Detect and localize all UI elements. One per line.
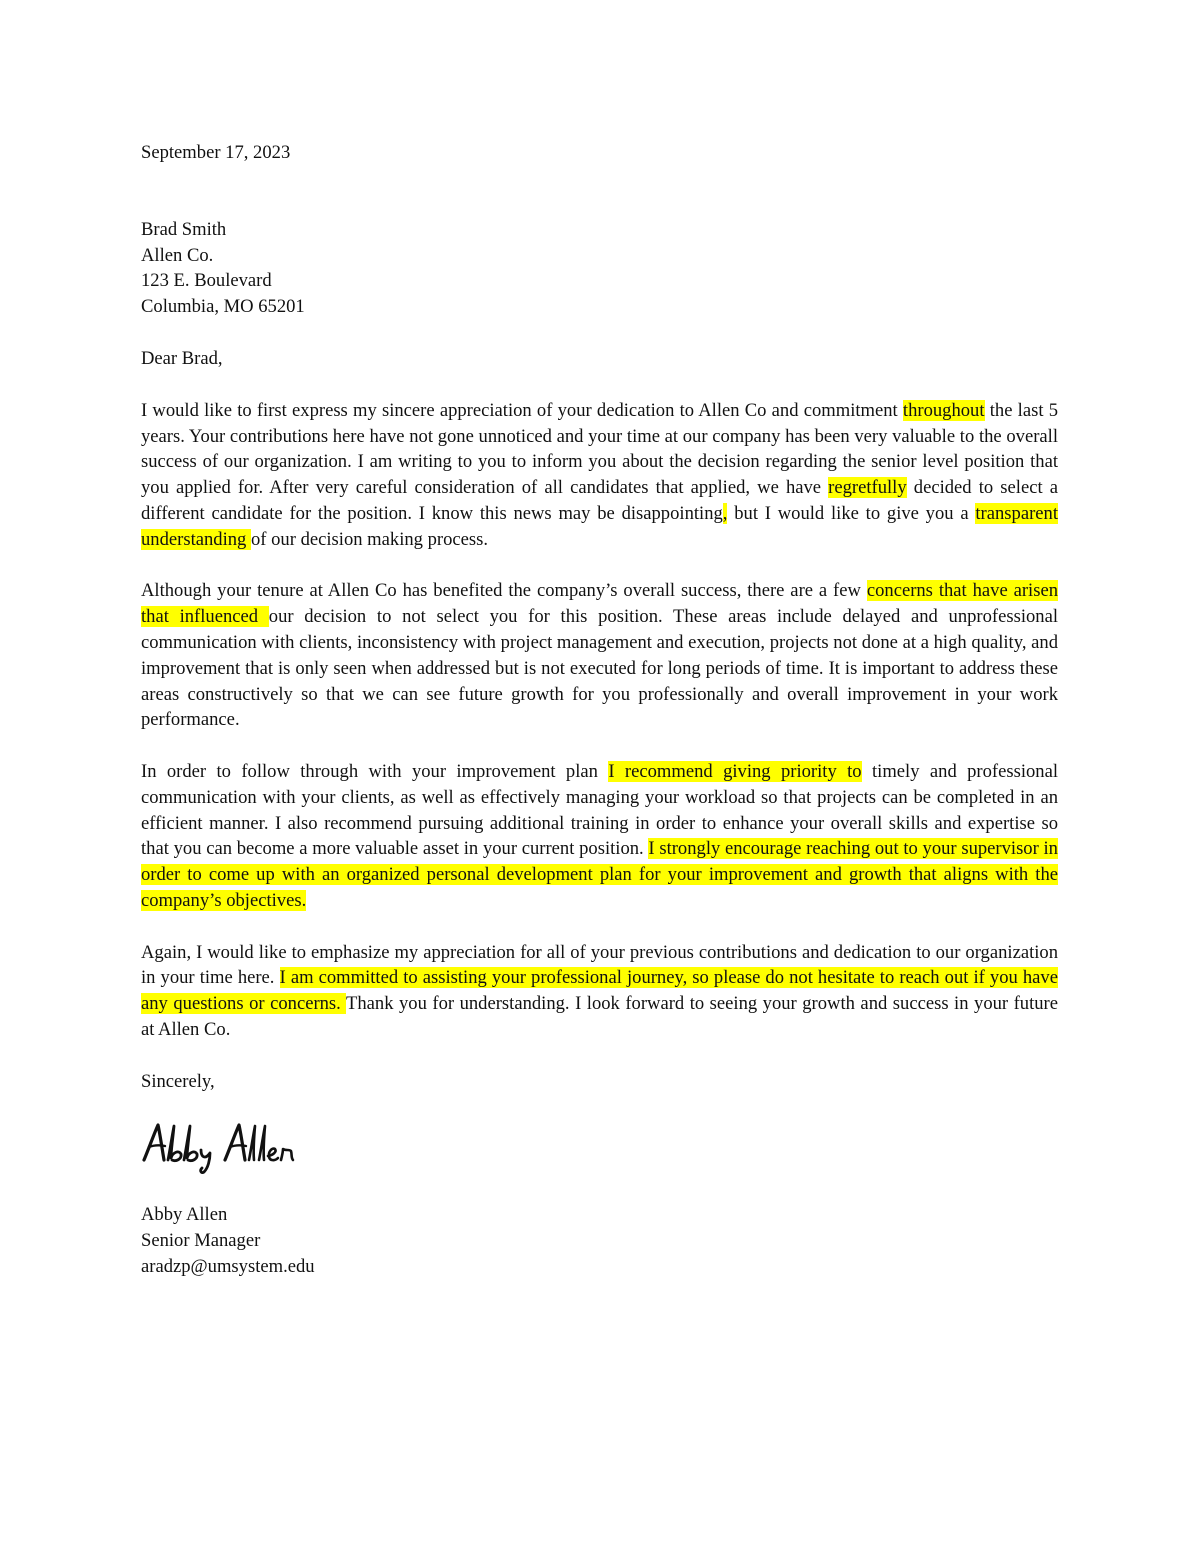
p4-text-2: Thank you for understanding. I look forward to seeing your growth and success in your future at Allen Co. [141, 993, 1059, 1040]
p1-highlight-2: regretfully [828, 477, 907, 499]
p2-text-2: our decision to not select you for this position. These areas include delayed and unprofessional communication with clients, inconsistency with project management and execution, projects not done at a high quality, and improvement that is only seen when addressed but is not executed for long periods of time. It is important to address these areas constructively so that we can see future growth for you professionally and overall improvement in your work performance. [141, 606, 1058, 731]
recipient-name: Brad Smith [141, 218, 227, 240]
p3-text-2: timely and professional communication with your clients, as well as effectively managing your workload so that projects can be completed in an efficient manner. I also recommend pursuing additional training in order to enhance your overall skills and expertise so that you can become a more valuable asset in your current position. [141, 760, 1059, 860]
p1-highlight-1: throughout [902, 399, 985, 421]
p3-highlight-2: I strongly encourage reaching out to your supervisor in order to come up with an organized personal development plan for your improvement and growth that aligns with the company’s objectives. [141, 838, 1058, 911]
p1-highlight-3: , [722, 502, 728, 524]
paragraph-1 [141, 398, 1058, 553]
p1-text-5: of our decision making process. [251, 528, 489, 550]
p2-highlight-1: concerns that have arisen that influenced [141, 580, 1058, 628]
p3-text-1: In order to follow through with your improvement plan [141, 760, 609, 782]
sender-name: Abby Allen [141, 1204, 228, 1226]
signature-drawing [141, 1116, 341, 1176]
recipient-city: Columbia, MO 65201 [141, 296, 305, 318]
letter-content [141, 140, 1058, 1280]
sender-email: aradzp@umsystem.edu [141, 1256, 315, 1278]
p3-highlight-1: I recommend giving priority to [608, 760, 862, 782]
p1-text-4: but I would like to give you a [727, 502, 976, 524]
salutation: Dear Brad, [141, 347, 223, 369]
paragraph-4 [141, 940, 1058, 1043]
handwritten-signature [141, 1116, 1058, 1186]
p4-highlight-1: I am committed to assisting your professional journey, so please do not hesitate to reach out if you have any questions or concerns. [141, 967, 1058, 1015]
letter-date: September 17, 2023 [141, 142, 291, 163]
recipient-address [141, 217, 1058, 320]
sender-block [141, 1202, 1058, 1280]
p1-text-3: decided to select a different candidate for the position. I know this news may be disappointing [141, 477, 1058, 524]
closing: Sincerely, [141, 1070, 215, 1092]
p1-text-2: the last 5 years. Your contributions here have not gone unnoticed and your time at our company has been very valuable to the overall success of our organization. I am writing to you to inform you about the decision regarding the senior level position that you applied for. After very careful consideration of all candidates that applied, we have [141, 399, 1058, 499]
sender-title: Senior Manager [141, 1230, 261, 1252]
p1-text-1: I would like to first express my sincere appreciation of your dedication to Allen Co and commitment [141, 399, 903, 421]
recipient-company: Allen Co. [141, 244, 214, 266]
paragraph-2 [141, 578, 1058, 733]
p4-text-1: Again, I would like to emphasize my appreciation for all of your previous contributions and dedication to our organization in your time here. [141, 941, 1058, 989]
paragraph-3 [141, 759, 1058, 914]
recipient-street: 123 E. Boulevard [141, 270, 272, 292]
p1-highlight-4: transparent understanding [141, 502, 1058, 550]
p2-text-1: Although your tenure at Allen Co has benefited the company’s overall success, there are a few [141, 580, 867, 602]
